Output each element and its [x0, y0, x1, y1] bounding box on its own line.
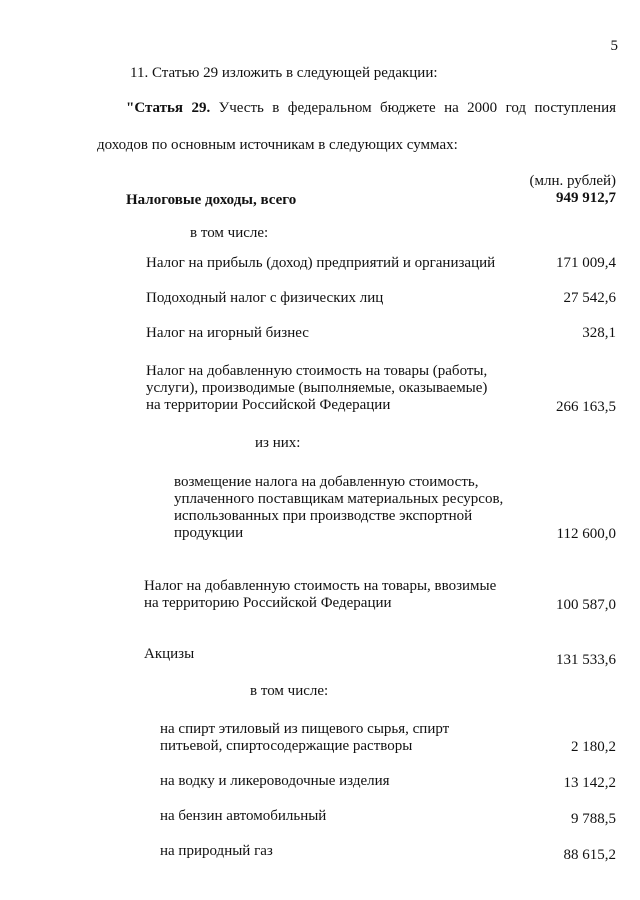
table-row-label: на природный газ — [160, 843, 273, 859]
table-row-label: Налог на добавленную стоимость на товары (работы, услуги), производимые (выполняемые, оказываемые) на территории Российской Федерации — [146, 363, 488, 413]
table-row-value: 266 163,5 — [556, 399, 616, 415]
table-row-value: 27 542,6 — [563, 290, 616, 306]
article-intro-line2: доходов по основным источникам в следующих суммах: — [97, 137, 458, 153]
table-row-value: 88 615,2 — [563, 847, 616, 863]
table-row-value: 171 009,4 — [556, 255, 616, 271]
page-number: 5 — [610, 38, 618, 54]
table-row-label: на спирт этиловый из пищевого сырья, спирт питьевой, спиртосодержащие растворы — [160, 721, 450, 754]
table-row-value: 9 788,5 — [571, 811, 616, 827]
including-label: в том числе: — [250, 683, 329, 699]
of-which-label: из них: — [255, 435, 301, 451]
units-label: (млн. рублей) — [529, 173, 616, 189]
table-row-label: Налог на игорный бизнес — [146, 325, 309, 341]
table-row-label: на водку и ликероводочные изделия — [160, 773, 390, 789]
table-row-label: Акцизы — [144, 646, 195, 662]
total-label: Налоговые доходы, всего — [126, 192, 297, 208]
table-row-value: 2 180,2 — [571, 739, 616, 755]
table-row-value: 13 142,2 — [563, 775, 616, 791]
table-row-label: Налог на прибыль (доход) предприятий и организаций — [146, 255, 496, 271]
table-row-value: 328,1 — [582, 325, 616, 341]
table-row-label: на бензин автомобильный — [160, 808, 327, 824]
table-row-label: Подоходный налог с физических лиц — [146, 290, 384, 306]
table-row-value: 112 600,0 — [556, 526, 616, 542]
table-row-label: возмещение налога на добавленную стоимость, уплаченного поставщикам материальных ресурсов, использованных при производстве экспортной продукции — [174, 474, 504, 541]
article-title: "Статья 29. — [126, 100, 211, 116]
article-intro-line1 — [126, 100, 616, 117]
total-value: 949 912,7 — [556, 190, 616, 206]
article-intro-text: Учесть в федеральном бюджете на 2000 год поступления — [218, 100, 617, 116]
including-label: в том числе: — [190, 225, 269, 241]
item-heading: 11. Статью 29 изложить в следующей редакции: — [130, 65, 438, 81]
table-row-value: 100 587,0 — [556, 597, 616, 613]
table-row-label: Налог на добавленную стоимость на товары, ввозимые на территорию Российской Федерации — [144, 578, 497, 611]
table-row-value: 131 533,6 — [556, 652, 616, 668]
